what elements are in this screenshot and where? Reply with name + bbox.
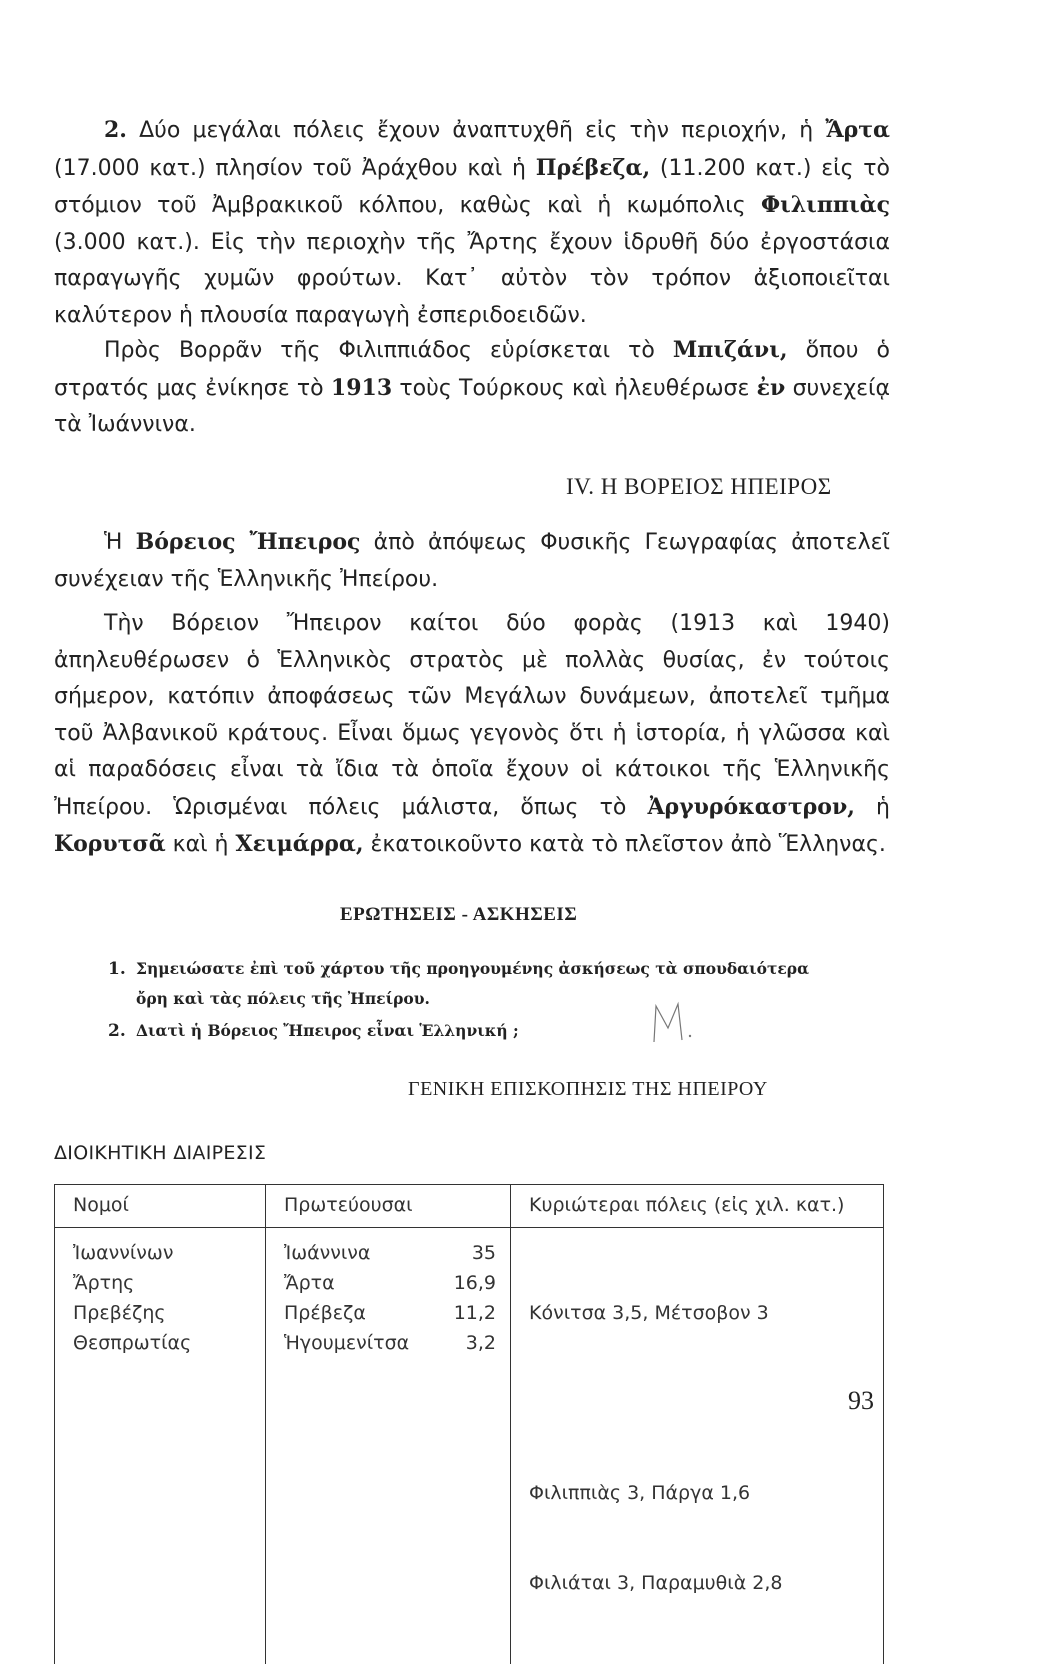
town-filippias: Φιλιππιὰς <box>761 192 890 218</box>
exercise-question-1: 1. Σημειώσατε ἐπὶ τοῦ χάρτου τῆς προηγουμένης ἀσκήσεως τὰ σπουδαιότερα ὄρη καὶ τὰς πόλεις τῆς Ἠπείρου. <box>108 954 908 1014</box>
admin-division-heading: ΔΙΟΙΚΗΤΙΚΗ ΔΙΑΙΡΕΣΙΣ <box>54 1142 266 1164</box>
city-cheimarra: Χειμάρρα, <box>236 831 364 857</box>
list-item: Πρεβέζης <box>73 1298 251 1328</box>
list-item: Πρέβεζα 11,2 <box>284 1298 496 1328</box>
list-item: Ἰωάννινα 35 <box>284 1238 496 1268</box>
paragraph-bizani: Πρὸς Βορρᾶν τῆς Φιλιππιάδος εὑρίσκεται τὸ Μπιζάνι, ὅπου ὁ στρατός μας ἐνίκησε τὸ 1913 τοὺς Τούρκους καὶ ἠλευθέρωσε ἐν συνεχείᾳ τὰ Ἰωάννινα. <box>54 332 890 444</box>
prefectures-cell <box>55 1228 266 1664</box>
list-item: Φιλιάται 3, Παραμυθιὰ 2,8 <box>529 1568 869 1598</box>
city-preveza: Πρέβεζα, <box>536 155 650 181</box>
admin-division-table <box>54 1184 884 1664</box>
main-cities-cell <box>511 1228 884 1664</box>
list-item: Φιλιππιὰς 3, Πάργα 1,6 <box>529 1478 869 1508</box>
list-item: Ἄρτης <box>73 1268 251 1298</box>
column-header-capitals: Πρωτεύουσαι <box>266 1185 511 1228</box>
year-1913: 1913 <box>331 375 392 401</box>
section-heading: IV. Η ΒΟΡΕΙΟΣ ΗΠΕΙΡΟΣ <box>566 474 832 500</box>
paragraph-north-epirus-1: Ἡ Βόρειος Ἤπειρος ἀπὸ ἀπόψεως Φυσικῆς Γεωγραφίας ἀποτελεῖ συνέχειαν τῆς Ἑλληνικῆς Ἠπείρου. <box>54 524 890 598</box>
list-item: Ἡγουμενίτσα 3,2 <box>284 1328 496 1358</box>
exercises-heading: ΕΡΩΤΗΣΕΙΣ - ΑΣΚΗΣΕΙΣ <box>340 904 577 926</box>
list-item: Ἰωαννίνων <box>73 1238 251 1268</box>
section-number: 2. <box>104 117 127 143</box>
list-item <box>529 1388 869 1418</box>
overview-heading: ΓΕΝΙΚΗ ΕΠΙΣΚΟΠΗΣΙΣ ΤΗΣ ΗΠΕΙΡΟΥ <box>408 1078 768 1101</box>
place-bizani: Μπιζάνι, <box>673 337 788 363</box>
list-item: Κόνιτσα 3,5, Μέτσοβον 3 <box>529 1298 869 1328</box>
handwritten-mark-icon <box>644 992 696 1052</box>
table-header-row <box>55 1185 884 1228</box>
city-argyrokastro: Ἀργυρόκαστρον, <box>647 794 854 820</box>
exercise-question-2: 2. Διατὶ ἡ Βόρειος Ἤπειρος εἶναι Ἑλληνική ; <box>108 1016 908 1046</box>
page-number: 93 <box>848 1386 874 1416</box>
capitals-cell <box>266 1228 511 1664</box>
column-header-main-cities: Κυριώτεραι πόλεις (εἰς χιλ. κατ.) <box>511 1185 884 1228</box>
city-arta: Ἄρτα <box>825 117 890 143</box>
list-item: Θεσπρωτίας <box>73 1328 251 1358</box>
column-header-prefectures: Νομοί <box>55 1185 266 1228</box>
paragraph-section-2: 2. Δύο μεγάλαι πόλεις ἔχουν ἀναπτυχθῆ εἰς τὴν περιοχήν, ἡ Ἄρτα (17.000 κατ.) πλησίον τοῦ Ἀράχθου καὶ ἡ Πρέβεζα, (11.200 κατ.) εἰς τὸ στόμιον τοῦ Ἀμβρακικοῦ κόλπου, καθὼς καὶ ἡ κωμόπολις Φιλιππιὰς (3.000 κατ.). Εἰς τὴν περιοχὴν τῆς Ἄρτης ἔχουν ἱδρυθῆ δύο ἐργοστάσια παραγωγῆς χυμῶν φρούτων. Κατ᾽ αὐτὸν τὸν τρόπον ἀξιοποιεῖται καλύτερον ἡ πλουσία παραγωγὴ ἐσπεριδοειδῶν. <box>54 112 890 334</box>
table-row <box>55 1228 884 1664</box>
bold-north-epirus: Βόρειος Ἤπειρος <box>136 529 361 555</box>
list-item: Ἄρτα 16,9 <box>284 1268 496 1298</box>
paragraph-north-epirus-2: Τὴν Βόρειον Ἤπειρον καίτοι δύο φορὰς (1913 καὶ 1940) ἀπηλευθέρωσεν ὁ Ἑλληνικὸς στρατὸς μὲ πολλὰς θυσίας, ἐν τούτοις σήμερον, κατόπιν ἀποφάσεως τῶν Μεγάλων δυνάμεων, ἀποτελεῖ τμῆμα τοῦ Ἀλβανικοῦ κράτους. Εἶναι ὅμως γεγονὸς ὅτι ἡ ἱστορία, ἡ γλῶσσα καὶ αἱ παραδόσεις εἶναι τὰ ἴδια τὰ ὁποῖα ἔχουν οἱ κάτοικοι τῆς Ἑλληνικῆς Ἠπείρου. Ὡρισμέναι πόλεις μάλιστα, ὅπως τὸ Ἀργυρόκαστρον, ἡ Κορυτσᾶ καὶ ἡ Χειμάρρα, ἐκατοικοῦντο κατὰ τὸ πλεῖστον ἀπὸ Ἕλληνας. <box>54 606 890 864</box>
city-koritsa: Κορυτσᾶ <box>54 831 166 857</box>
